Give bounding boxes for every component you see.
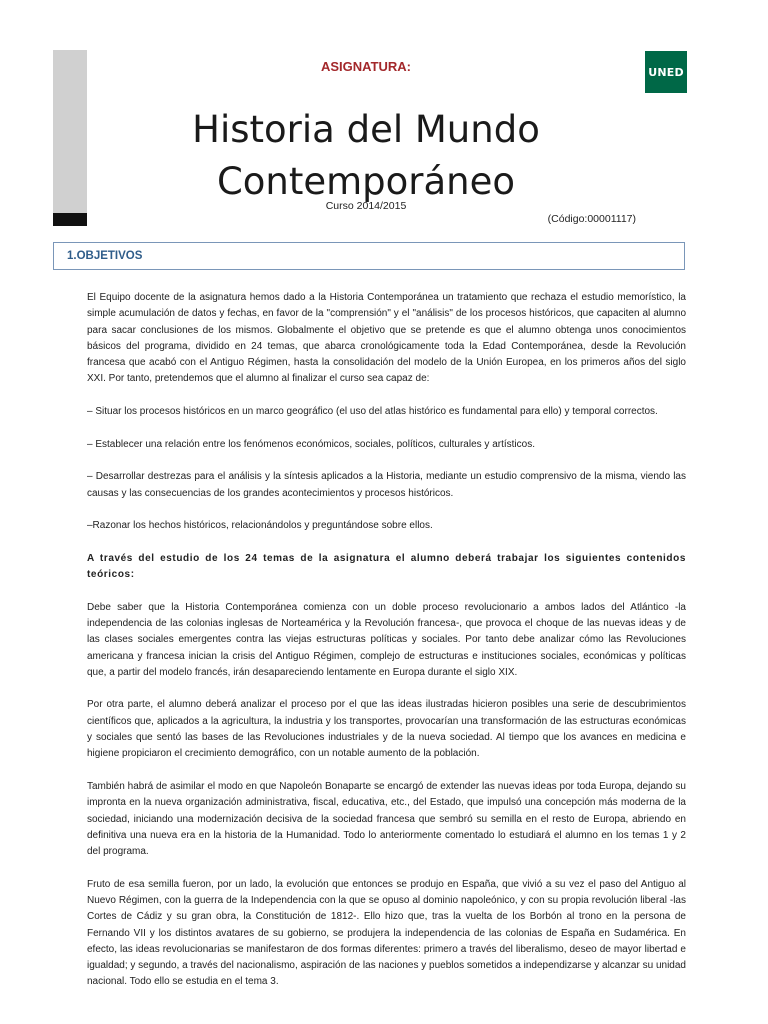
paragraph: Debe saber que la Historia Contemporánea comienza con un doble proceso revolucionario a ambos lados del Atlántico -la independencia de las colonias inglesas de Norteamérica y la Revolución francesa-, que provoca el choque de las nuevas ideas y de las clases sociales emergentes contra las viejas estructuras políticas y sociales. Por tanto debe analizar cómo las Revoluciones americana y francesa inician la crisis del Antiguo Régimen, complejo de estructuras e instituciones sociales, económicas y políticas que, a partir del modelo francés, irán desapareciendo lentamente en Europa durante el siglo XIX. bbox=[87, 601, 686, 678]
section-header-objetivos bbox=[53, 242, 685, 270]
contents-heading: A través del estudio de los 24 temas de la asignatura el alumno deberá trabajar los siguientes contenidos teóricos: bbox=[87, 552, 686, 581]
uned-logo bbox=[645, 51, 687, 93]
paragraph: Por otra parte, el alumno deberá analizar el proceso por el que las ideas ilustradas hicieron posibles una serie de descubrimientos científicos que, aplicados a la agricultura, la industria y los transportes, provocarían una transformación de las estructuras económicas y sociales que sentó las bases de las Revoluciones industriales y de la nueva sociedad. Al tiempo que los avances en medicina e higiene propiciaron el crecimiento demográfico, con un notable aumento de la población. bbox=[87, 699, 686, 760]
title-line-2: Contemporáneo bbox=[216, 160, 516, 203]
title-line-1: Historia del Mundo bbox=[192, 108, 540, 151]
objective-item: – Establecer una relación entre los fenómenos económicos, sociales, políticos, culturales y artísticos. bbox=[87, 438, 535, 450]
uned-logo-text: UNED bbox=[648, 65, 684, 79]
paragraph-intro: El Equipo docente de la asignatura hemos dado a la Historia Contemporánea un tratamiento que rechaza el estudio memorístico, la simple acumulación de datos y fechas, en favor de la "comprensión" y el "análisis" de los procesos históricos, que capaciten al alumno para sacar conclusiones de los mismos. Globalmente el objetivo que se pretende es que el alumno obtenga unos conocimientos básicos del programa, dividido en 24 temas, que abarca cronológicamente toda la Edad Contemporánea, desde la Revolución francesa que acabó con el Antiguo Régimen, hasta la consolidación del modelo de la Unión Europea, en los primeros años del siglo XXI. Por tanto, pretendemos que el alumno al finalizar el curso sea capaz de: bbox=[87, 292, 686, 385]
page-title bbox=[0, 104, 732, 208]
course-code: (Código:00001117) bbox=[547, 213, 636, 225]
decorative-black-bar bbox=[53, 213, 87, 226]
section-title: 1.OBJETIVOS bbox=[67, 250, 143, 262]
paragraph: También habrá de asimilar el modo en que Napoleón Bonaparte se encargó de extender las nuevas ideas por toda Europa, dejando su impronta en la nueva organización administrativa, fiscal, educativa, etc., del Estado, que impulsó una concepción más moderna de la sociedad, iniciando una modernización decisiva de la sociedad francesa que sembró su semilla en el resto de Europa, abriendo en definitiva una nueva era en la historia de la Humanidad. Todo lo anteriormente comentado lo estudiará el alumno en los temas 1 y 2 del programa. bbox=[87, 780, 686, 858]
course-year: Curso 2014/2015 bbox=[325, 200, 407, 212]
document-body bbox=[87, 290, 686, 1007]
objective-item: – Situar los procesos históricos en un marco geográfico (el uso del atlas histórico es fundamental para ello) y temporal correctos. bbox=[87, 406, 658, 418]
subject-label: ASIGNATURA: bbox=[320, 59, 412, 74]
objective-item: –Razonar los hechos históricos, relacionándolos y preguntándose sobre ellos. bbox=[87, 520, 433, 532]
paragraph: Fruto de esa semilla fueron, por un lado, la evolución que entonces se produjo en España, que vivió a su vez el paso del Antiguo al Nuevo Régimen, con la guerra de la Independencia con la que se opuso al dominio napoleónico, y con su propia revolución liberal -las Cortes de Cádiz y su gran obra, la Constitución de 1812-. Ello hizo que, tras la vuelta de los Borbón al trono en la persona de Fernando VII y los distintos avatares de su gobierno, se produjera la independencia de las colonias de España en Sudamérica. En efecto, las ideas revolucionarias se manifestaron de dos formas diferentes: primero a través del liberalismo, deseo de mayor libertad e igualdad; y segundo, a través del nacionalismo, aspiración de las naciones y pueblos sometidos a independizarse y alcanzar su unidad nacional. Todo ello se estudia en el tema 3. bbox=[87, 878, 686, 988]
objective-item: – Desarrollar destrezas para el análisis y la síntesis aplicados a la Historia, mediante un estudio comprensivo de la misma, viendo las causas y las consecuencias de los grandes acontecimientos y procesos históricos. bbox=[87, 471, 686, 499]
